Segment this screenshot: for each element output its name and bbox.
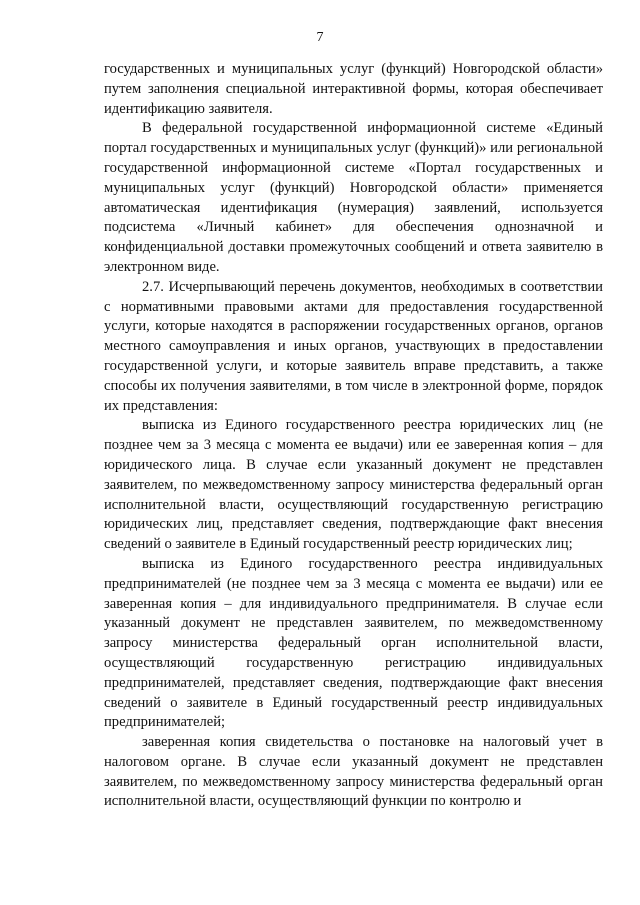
- paragraph-continuation: государственных и муниципальных услуг (функций) Новгородской области» путем заполнения специальной интерактивной формы, которая обеспечивает идентификацию заявителя.: [104, 61, 603, 117]
- page-number: 7: [316, 30, 324, 45]
- paragraph-identification: В федеральной государственной информационной системе «Единый портал государственных и муниципальных услуг (функций)» или региональной государственной информационной системе «Портал государственных и муниципальных услуг (функций) Новгородской области» применяется автоматическая идентификация (нумерация) заявлений, используется подсистема «Личный кабинет» для обеспечения однозначной и конфиденциальной доставки промежуточных сообщений и ответа заявителю в электронном виде.: [104, 120, 603, 275]
- paragraph-legal-entity-extract: выписка из Единого государственного реестра юридических лиц (не позднее чем за 3 месяца с момента ее выдачи) или ее заверенная копия – для юридического лица. В случае если указанный документ не представлен заявителем, по межведомственному запросу министерства федеральный орган исполнительной власти, осуществляющий государственную регистрацию юридических лиц, представляет сведения, подтверждающие факт внесения сведений о заявителе в Единый государственный реестр юридических лиц;: [104, 417, 603, 553]
- paragraph-tax-certificate: заверенная копия свидетельства о постановке на налоговый учет в налоговом органе. В случае если указанный документ не представлен заявителем, по межведомственному запросу министерства федеральный орган исполнительной власти, осуществляющий функции по контролю и: [104, 734, 603, 810]
- paragraph-section-2-7: 2.7. Исчерпывающий перечень документов, необходимых в соответствии с нормативными правовыми актами для предоставления государственной услуги, которые находятся в распоряжении государственных органов, органов местного самоуправления и иных органов, участвующих в предоставлении государственной услуги, и которые заявитель вправе представить, а также способы их получения заявителями, в том числе в электронной форме, порядок их представления:: [104, 278, 603, 414]
- document-body: [104, 60, 603, 812]
- paragraph-entrepreneur-extract: выписка из Единого государственного реестра индивидуальных предпринимателей (не позднее чем за 3 месяца с момента ее выдачи) или ее заверенная копия – для индивидуального предпринимателя. В случае если указанный документ не представлен заявителем, по межведомственному запросу министерства федеральный орган исполнительной власти, осуществляющий государственную регистрацию индивидуальных предпринимателей, представляет сведения, подтверждающие факт внесения сведений о заявителе в Единый государственный реестр индивидуальных предпринимателей;: [104, 555, 603, 731]
